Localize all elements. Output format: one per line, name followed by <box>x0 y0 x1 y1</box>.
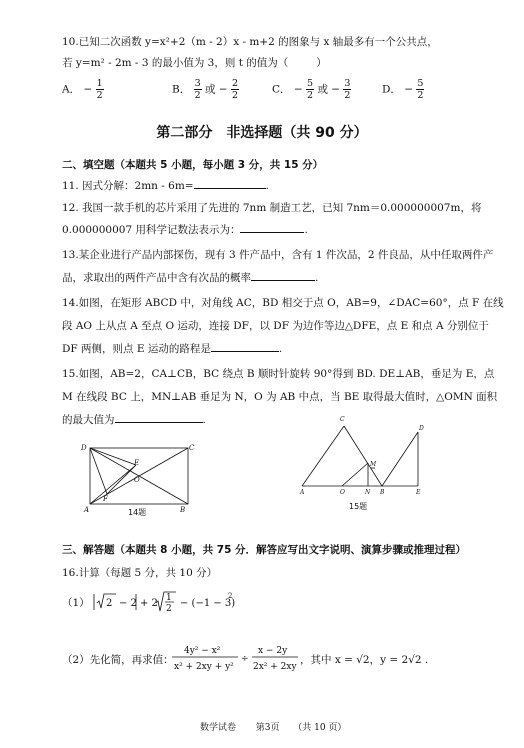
q16-2 <box>62 652 174 667</box>
label-b: B <box>180 506 186 514</box>
option-fraction-2: $\frac{2}{2}$ <box>231 78 238 101</box>
option-fraction: $\frac{5}{2}$ <box>307 78 314 101</box>
svg-text:÷: ÷ <box>241 654 249 664</box>
label-o: O <box>340 489 345 496</box>
q14-line3: DF 两侧，则点 E 运动的路程是 . <box>62 343 283 355</box>
option-label: A． <box>62 83 81 96</box>
answer-blank[interactable] <box>115 412 203 423</box>
option-fraction-2: $\frac{3}{2}$ <box>344 78 351 101</box>
q16-2-expression <box>170 640 300 676</box>
footer <box>200 720 346 733</box>
label-m: M <box>370 461 377 468</box>
option-label: D． <box>382 83 401 96</box>
answer-blank[interactable] <box>211 341 279 352</box>
option-sign: − <box>83 83 93 96</box>
footer-subject: 数学试卷 <box>200 723 237 733</box>
svg-text:− (−1 − 3): − (−1 − 3) <box>180 598 236 609</box>
q15-text: 的最大值为 <box>62 414 115 426</box>
label-d: D <box>419 425 424 432</box>
q13-line1: 13.某企业进行产品内部探伤，现有 3 件产品中，含有 1 件次品，2 件良品，从中任取两件产 <box>62 249 494 261</box>
option-label: C． <box>272 83 291 96</box>
svg-text:− 2: − 2 <box>119 598 137 609</box>
q16-2-label: （2）先化简，再求值： <box>62 654 174 666</box>
figure-15-caption: 15题 <box>349 502 368 511</box>
q14-line2: 段 AO 上从点 A 至点 O 运动，连接 DF，以 DF 为边作等边△DFE，点 E 和点 A 分别位于 <box>62 320 489 332</box>
q16-2-where: ，其中 x = √2，y = 2√2 . <box>300 654 429 666</box>
svg-text:2: 2 <box>106 598 113 609</box>
footer-total: （共 10 页） <box>293 723 347 733</box>
svg-text:x − 2y: x − 2y <box>258 646 288 656</box>
q16: 16.计算（每题 5 分，共 10 分） <box>62 567 218 579</box>
svg-text:2: 2 <box>228 592 233 600</box>
q13-line2: 品，求取出的两件产品中含有次品的概率 . <box>62 272 319 284</box>
answer-blank[interactable] <box>194 178 266 189</box>
figure-14-caption: 14题 <box>128 508 147 517</box>
option-fraction: $\frac{5}{2}$ <box>417 78 424 101</box>
svg-text:x² + 2xy + y²: x² + 2xy + y² <box>174 662 234 672</box>
option-sign: − <box>293 83 303 96</box>
option-label: B． <box>172 83 191 96</box>
q15-line3: 的最大值为 . <box>62 414 206 426</box>
q10-line1: 10.已知二次函数 y=x²+2（m - 2）x - m+2 的图象与 x 轴最多有一个公共点， <box>62 36 438 48</box>
q15-line1: 15.如图，AB=2，CA⊥CB，BC 绕点 B 顺时针旋转 90°得到 BD. DE⊥AB，垂足为 E，点 <box>62 368 495 380</box>
section3-heading: 三、解答题（本题共 8 小题，共 75 分．解答应写出文字说明、演算步骤或推理过程） <box>62 544 467 556</box>
label-n: N <box>365 489 371 496</box>
svg-text:2x² + 2xy: 2x² + 2xy <box>253 662 297 672</box>
q12-line2: 0.000000007 用科学记数法表示为： . <box>62 224 308 236</box>
q14-line1: 14.如图，在矩形 ABCD 中，对角线 AC，BD 相交于点 O，AB=9，∠DAC=60°，点 F 在线 <box>62 297 504 309</box>
label-a: A <box>84 506 90 514</box>
label-e: E <box>416 489 421 496</box>
section2-heading: 二、填空题（本题共 5 小题，每小题 3 分，共 15 分） <box>62 159 324 171</box>
q12-text: 0.000000007 用科学记数法表示为： <box>62 224 241 236</box>
q13-text: 品，求取出的两件产品中含有次品的概率 <box>62 272 251 284</box>
option-or: 或 − <box>204 83 228 96</box>
q11-text: 11. 因式分解：2mn - 6m= <box>62 180 194 192</box>
svg-text:1: 1 <box>166 593 172 603</box>
svg-text:2: 2 <box>166 604 172 614</box>
label-o: O <box>134 476 140 484</box>
svg-text:4y² − x²: 4y² − x² <box>184 646 221 656</box>
q10-line2 <box>62 55 327 70</box>
q12-line1: 12. 我国一款手机的芯片采用了先进的 7nm 制造工艺，已知 7nm＝0.000000007m，将 <box>62 202 482 214</box>
option-sign: − <box>404 83 414 96</box>
q10-option-a <box>62 78 104 101</box>
q11: 11. 因式分解：2mn - 6m= . <box>62 180 269 192</box>
label-a: A <box>300 489 305 496</box>
label-c: C <box>189 444 195 452</box>
svg-text:+ 2: + 2 <box>140 598 158 609</box>
q16-1-label: （1） <box>62 597 90 609</box>
q10-line2-text: 若 y=m² - 2m - 3 的最小值为 3，则 t 的值为（ <box>62 57 289 69</box>
q14-text: DF 两侧，则点 E 运动的路程是 <box>62 343 211 355</box>
label-f: F <box>103 495 108 503</box>
q16-1 <box>62 595 90 610</box>
figure-15 <box>298 408 430 504</box>
figure-15-lines <box>302 426 418 486</box>
part2-title: 第二部分 非选择题（共 90 分） <box>156 125 368 141</box>
label-d: D <box>81 444 87 452</box>
q10-line2-end: ） <box>316 57 327 69</box>
q10-option-d <box>382 78 424 101</box>
q16-1-expression <box>92 588 236 620</box>
option-fraction: $\frac{1}{2}$ <box>96 78 103 101</box>
label-c: C <box>340 416 345 423</box>
q10-option-c <box>272 78 351 101</box>
q10-option-b <box>172 78 239 101</box>
answer-blank[interactable] <box>240 222 304 233</box>
option-fraction: $\frac{3}{2}$ <box>194 78 201 101</box>
label-e: E <box>134 459 140 467</box>
footer-page: 第3页 <box>255 723 280 733</box>
option-or: 或 − <box>317 83 341 96</box>
label-b: B <box>380 489 385 496</box>
q15-line2: M 在线段 BC 上，MN⊥AB 垂足为 N，O 为 AB 中点，当 BE 取得最大值时，△OMN 面积 <box>62 391 498 403</box>
answer-blank[interactable] <box>251 270 315 281</box>
